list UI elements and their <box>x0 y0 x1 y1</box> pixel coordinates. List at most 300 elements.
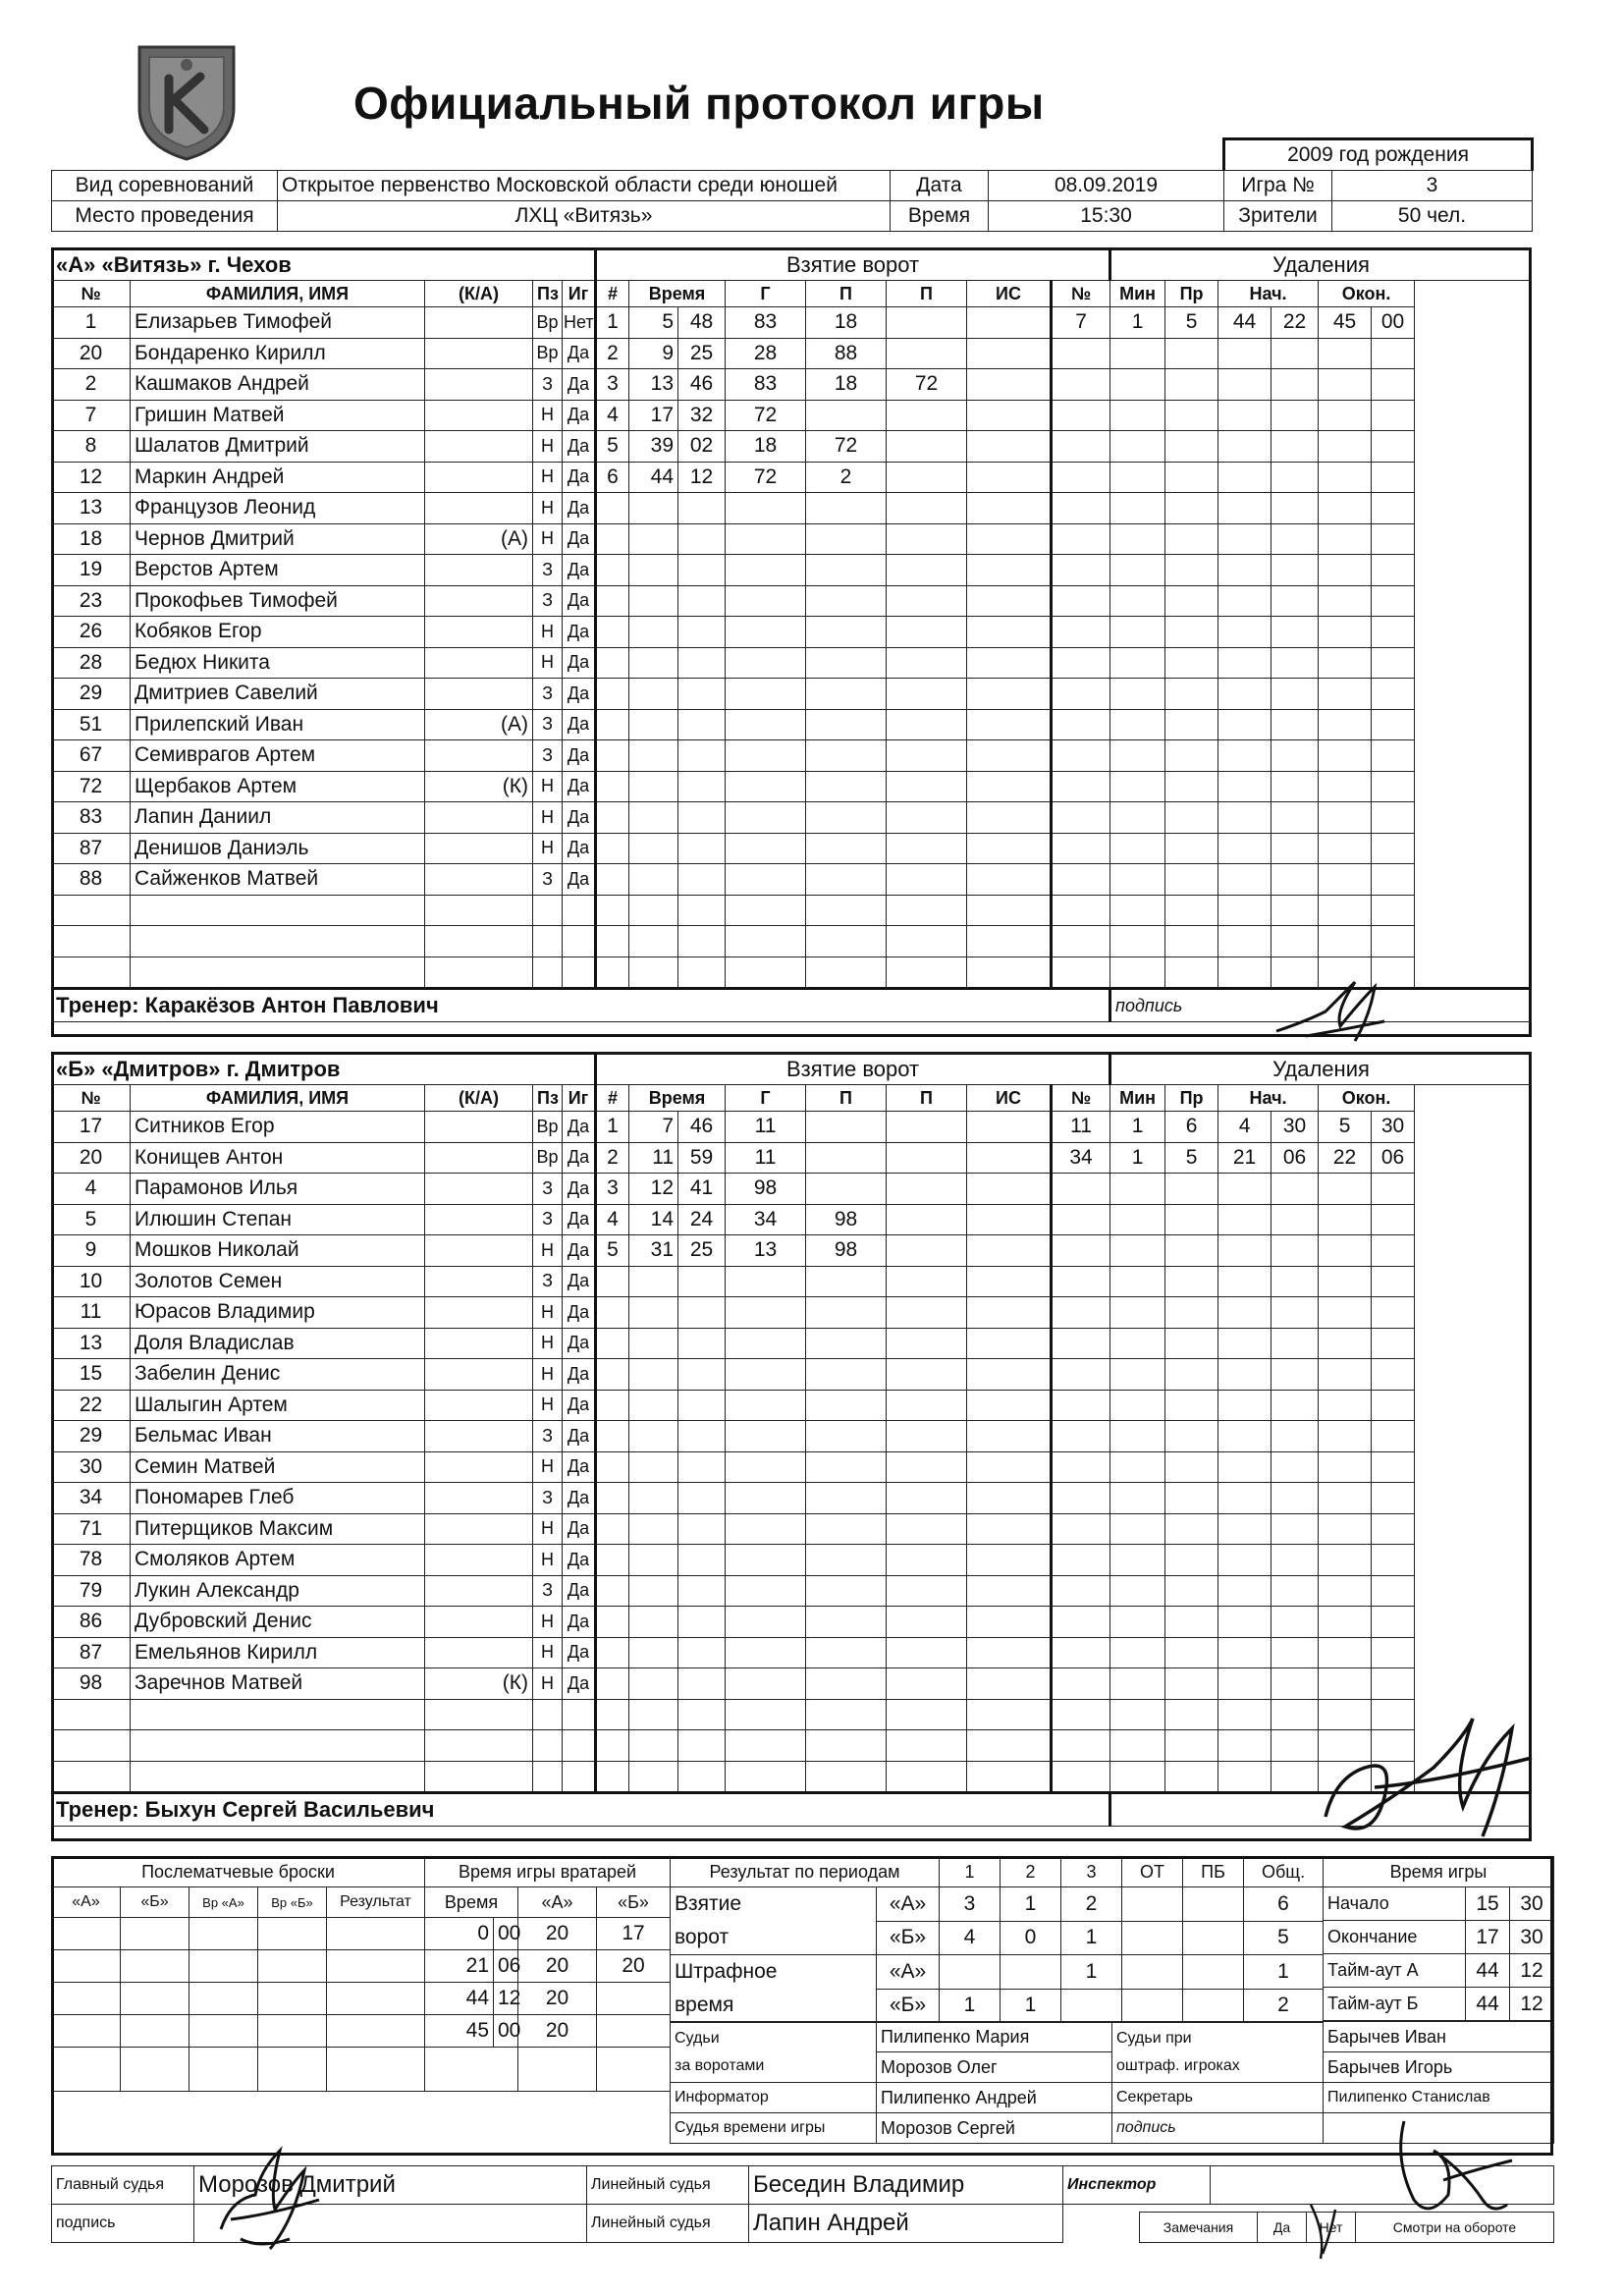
player-role <box>425 617 533 648</box>
player-played <box>563 957 596 989</box>
goal-scorer: 34 <box>726 1204 806 1235</box>
penalty-start-min <box>1218 709 1271 740</box>
coach-a-signature <box>1267 972 1394 1061</box>
penalty-player <box>1052 895 1110 926</box>
player-name: Верстов Артем <box>131 555 425 586</box>
goal-minute <box>629 771 678 802</box>
pim-label-2: время <box>675 1994 734 2016</box>
player-row <box>52 523 1532 555</box>
player-number: 71 <box>52 1513 131 1545</box>
col-pz: Пз <box>533 281 563 307</box>
spectators-value: 50 чел. <box>1332 201 1533 232</box>
player-position: З <box>533 1575 563 1607</box>
penalty-start-min <box>1218 1575 1271 1607</box>
goal-assist-2 <box>887 1545 967 1576</box>
penalty-end-sec <box>1372 709 1415 740</box>
player-row <box>52 1204 1532 1235</box>
goal-assist-1 <box>806 1513 887 1545</box>
penalty-reason <box>1165 1235 1218 1267</box>
penalty-player <box>1052 1359 1110 1391</box>
player-played: Да <box>563 1545 596 1576</box>
game-time-minutes: 12 <box>1510 1954 1554 1988</box>
player-row <box>52 369 1532 401</box>
penalty-end-min <box>1319 555 1372 586</box>
player-name: Забелин Денис <box>131 1359 425 1391</box>
goal-scorer <box>726 523 806 555</box>
player-row <box>52 740 1532 772</box>
goal-second <box>678 1451 726 1483</box>
penalty-end-min <box>1319 493 1372 524</box>
goal-number <box>596 802 629 834</box>
penalty-minutes <box>1110 1483 1165 1514</box>
player-row <box>52 338 1532 369</box>
col-ka: (К/А) <box>425 281 533 307</box>
penalty-reason <box>1165 647 1218 679</box>
penalty-reason <box>1165 926 1218 957</box>
player-position: Н <box>533 431 563 463</box>
goal-number <box>596 1699 629 1730</box>
goal-second: 25 <box>678 338 726 369</box>
player-role <box>425 1174 533 1205</box>
goalie-time-b: 17 <box>597 1918 671 1950</box>
goal-situation <box>967 1235 1052 1267</box>
penalty-start-sec <box>1271 1235 1319 1267</box>
penalty-start-min <box>1218 1513 1271 1545</box>
player-row <box>52 1575 1532 1607</box>
team-a-table <box>51 247 1532 1022</box>
player-role <box>425 1142 533 1174</box>
goal-assist-1 <box>806 1421 887 1452</box>
player-role <box>425 647 533 679</box>
penalty-end-sec <box>1372 1483 1415 1514</box>
goal-number <box>596 740 629 772</box>
shootout-title: Послематчевые броски <box>52 1857 425 1887</box>
secretary-sign-label: подпись <box>1112 2113 1324 2144</box>
penalties-section-title: Удаления <box>1110 1054 1532 1085</box>
penalty-player: 11 <box>1052 1112 1110 1143</box>
goal-scorer <box>726 1390 806 1421</box>
goal-scorer <box>726 1359 806 1391</box>
goal-minute <box>629 585 678 617</box>
goal-second <box>678 1575 726 1607</box>
goal-situation <box>967 679 1052 710</box>
player-number: 79 <box>52 1575 131 1607</box>
penalty-start-min <box>1218 833 1271 864</box>
col-goal-time: Время <box>629 281 726 307</box>
player-role <box>425 585 533 617</box>
goal-scorer: 83 <box>726 369 806 401</box>
penalty-player <box>1052 1699 1110 1730</box>
goal-scorer: 72 <box>726 462 806 493</box>
player-row <box>52 895 1532 926</box>
player-number: 72 <box>52 771 131 802</box>
player-name: Семиврагов Артем <box>131 740 425 772</box>
col-goal-situation: ИС <box>967 1085 1052 1112</box>
player-name: Мошков Николай <box>131 1235 425 1267</box>
player-played: Да <box>563 462 596 493</box>
penalty-reason <box>1165 1607 1218 1638</box>
penalty-end-sec: 06 <box>1372 1142 1415 1174</box>
goal-situation <box>967 895 1052 926</box>
player-position: З <box>533 1421 563 1452</box>
goal-second <box>678 1545 726 1576</box>
penalty-player <box>1052 555 1110 586</box>
penalty-end-min <box>1319 338 1372 369</box>
penalty-end-sec <box>1372 802 1415 834</box>
goal-judge-1: Пилипенко Мария <box>877 2022 1112 2052</box>
penalty-reason <box>1165 1297 1218 1329</box>
player-played: Да <box>563 647 596 679</box>
penalty-end-sec <box>1372 1204 1415 1235</box>
goal-second <box>678 679 726 710</box>
player-role <box>425 1204 533 1235</box>
goal-second: 32 <box>678 400 726 431</box>
goal-assist-1 <box>806 833 887 864</box>
player-row <box>52 771 1532 802</box>
penalty-minutes: 1 <box>1110 1112 1165 1143</box>
player-name: Бондаренко Кирилл <box>131 338 425 369</box>
penalty-player <box>1052 1545 1110 1576</box>
penalty-player <box>1052 1575 1110 1607</box>
player-position: Н <box>533 1668 563 1700</box>
penalty-start-sec: 06 <box>1271 1142 1319 1174</box>
penalty-reason <box>1165 1174 1218 1205</box>
player-name: Сайженков Матвей <box>131 864 425 896</box>
goal-assist-2 <box>887 1483 967 1514</box>
goalie-col-a: «А» <box>518 1887 597 1918</box>
game-time-row <box>1324 1887 1554 1921</box>
goal-assist-1: 72 <box>806 431 887 463</box>
player-played: Да <box>563 1142 596 1174</box>
goal-minute <box>629 957 678 989</box>
goal-scorer <box>726 1730 806 1762</box>
period-col-2: 2 <box>1001 1857 1061 1887</box>
penalty-end-sec <box>1372 771 1415 802</box>
penalty-start-min <box>1218 647 1271 679</box>
competition-label: Вид соревнований <box>52 171 278 201</box>
penalty-start-sec <box>1271 1730 1319 1762</box>
player-number: 83 <box>52 802 131 834</box>
player-name: Прокофьев Тимофей <box>131 585 425 617</box>
goal-scorer: 28 <box>726 338 806 369</box>
goal-scorer <box>726 555 806 586</box>
player-position <box>533 926 563 957</box>
goal-scorer <box>726 1328 806 1359</box>
penalty-end-sec <box>1372 1607 1415 1638</box>
player-name <box>131 1699 425 1730</box>
goal-assist-1 <box>806 895 887 926</box>
goal-number: 4 <box>596 400 629 431</box>
team-b-table <box>51 1052 1532 1827</box>
penalty-start-sec <box>1271 1297 1319 1329</box>
goal-assist-1: 18 <box>806 369 887 401</box>
penalty-player <box>1052 338 1110 369</box>
penalty-player <box>1052 1204 1110 1235</box>
goal-minute <box>629 1266 678 1297</box>
penalty-start-sec <box>1271 709 1319 740</box>
goal-minute <box>629 679 678 710</box>
player-row <box>52 926 1532 957</box>
game-time-minutes: 30 <box>1510 1921 1554 1954</box>
col-no: № <box>52 1085 131 1112</box>
goals-a-ot <box>1122 1887 1183 1922</box>
period-results-table <box>670 1856 1324 2023</box>
goal-situation <box>967 1297 1052 1329</box>
player-position: Н <box>533 771 563 802</box>
player-number: 17 <box>52 1112 131 1143</box>
penalty-start-sec <box>1271 431 1319 463</box>
goal-situation <box>967 1637 1052 1668</box>
penalty-minutes <box>1110 1266 1165 1297</box>
penalty-player <box>1052 1483 1110 1514</box>
goal-number <box>596 1513 629 1545</box>
goal-assist-2 <box>887 802 967 834</box>
goal-minute <box>629 1637 678 1668</box>
penalty-start-min: 21 <box>1218 1142 1271 1174</box>
player-played: Да <box>563 771 596 802</box>
player-number: 1 <box>52 307 131 339</box>
pim-label-1: Штрафное <box>675 1960 778 1983</box>
player-role <box>425 1328 533 1359</box>
penalty-end-min <box>1319 1607 1372 1638</box>
goal-assist-2 <box>887 307 967 339</box>
goal-situation <box>967 1359 1052 1391</box>
penalty-start-min <box>1218 679 1271 710</box>
penalty-start-min <box>1218 1204 1271 1235</box>
penalty-reason <box>1165 1513 1218 1545</box>
goal-assist-2 <box>887 585 967 617</box>
goal-scorer: 98 <box>726 1174 806 1205</box>
penalty-minutes <box>1110 1699 1165 1730</box>
goal-scorer <box>726 1761 806 1793</box>
player-position: Вр <box>533 307 563 339</box>
goal-assist-1 <box>806 1730 887 1762</box>
player-position: Н <box>533 400 563 431</box>
goal-scorer <box>726 493 806 524</box>
player-role <box>425 1359 533 1391</box>
penalty-reason <box>1165 1483 1218 1514</box>
goal-second <box>678 771 726 802</box>
penalty-end-sec <box>1372 740 1415 772</box>
penalty-reason <box>1165 833 1218 864</box>
penalty-end-min <box>1319 926 1372 957</box>
penalty-end-min <box>1319 1668 1372 1700</box>
penalty-start-sec <box>1271 1761 1319 1793</box>
penalty-end-sec <box>1372 647 1415 679</box>
game-label: Игра № <box>1224 171 1332 201</box>
player-role <box>425 1451 533 1483</box>
player-played: Нет <box>563 307 596 339</box>
pim-b-so <box>1183 1989 1244 2023</box>
player-role <box>425 679 533 710</box>
penalty-start-sec <box>1271 740 1319 772</box>
goal-number <box>596 1607 629 1638</box>
player-number <box>52 957 131 989</box>
goal-scorer <box>726 771 806 802</box>
penalty-player: 7 <box>1052 307 1110 339</box>
goal-assist-1 <box>806 1545 887 1576</box>
player-position <box>533 1730 563 1762</box>
player-played: Да <box>563 585 596 617</box>
goal-number <box>596 617 629 648</box>
penalty-reason <box>1165 895 1218 926</box>
goal-assist-2 <box>887 833 967 864</box>
goal-minute <box>629 647 678 679</box>
goal-assist-2 <box>887 523 967 555</box>
player-role <box>425 338 533 369</box>
goal-minute <box>629 1451 678 1483</box>
penalty-minutes <box>1110 555 1165 586</box>
penalty-end-min <box>1319 1637 1372 1668</box>
goal-assist-1 <box>806 1174 887 1205</box>
player-name: Кашмаков Андрей <box>131 369 425 401</box>
goal-assist-2 <box>887 864 967 896</box>
player-role <box>425 555 533 586</box>
player-name: Лапин Даниил <box>131 802 425 834</box>
goal-second <box>678 1637 726 1668</box>
pim-b-p1: 1 <box>940 1989 1001 2023</box>
penalty-reason <box>1165 555 1218 586</box>
goals-a-so <box>1183 1887 1244 1922</box>
goal-minute <box>629 555 678 586</box>
player-name: Кобяков Егор <box>131 617 425 648</box>
penalty-end-min <box>1319 1235 1372 1267</box>
goal-situation <box>967 740 1052 772</box>
player-name: Прилепский Иван <box>131 709 425 740</box>
goal-assist-1 <box>806 647 887 679</box>
goal-situation <box>967 1545 1052 1576</box>
goal-minute <box>629 1513 678 1545</box>
goal-number: 5 <box>596 431 629 463</box>
goal-situation <box>967 802 1052 834</box>
penalty-minutes <box>1110 957 1165 989</box>
col-pen-min: Мин <box>1110 281 1165 307</box>
penalty-end-sec <box>1372 1297 1415 1329</box>
goal-situation <box>967 462 1052 493</box>
penalty-start-sec <box>1271 493 1319 524</box>
player-position: З <box>533 585 563 617</box>
goal-assist-1 <box>806 709 887 740</box>
goal-assist-1 <box>806 1699 887 1730</box>
player-number: 67 <box>52 740 131 772</box>
informer-label: Информатор <box>671 2083 877 2113</box>
goals-a-total: 6 <box>1244 1887 1324 1922</box>
goal-second: 02 <box>678 431 726 463</box>
goals-b-ot <box>1122 1921 1183 1955</box>
player-position: Вр <box>533 1112 563 1143</box>
penalty-minutes <box>1110 802 1165 834</box>
goal-assist-2 <box>887 1112 967 1143</box>
player-row <box>52 1637 1532 1668</box>
goals-b-total: 5 <box>1244 1921 1324 1955</box>
goals-a-p1: 3 <box>940 1887 1001 1922</box>
penalty-minutes <box>1110 1204 1165 1235</box>
goal-second <box>678 802 726 834</box>
goal-scorer <box>726 1668 806 1700</box>
shootout-cell <box>52 1983 121 2015</box>
goal-situation <box>967 585 1052 617</box>
goal-scorer <box>726 709 806 740</box>
goal-situation <box>967 771 1052 802</box>
goal-assist-1 <box>806 617 887 648</box>
penalty-end-min <box>1319 864 1372 896</box>
penalty-end-min <box>1319 1421 1372 1452</box>
remarks-yes: Да <box>1258 2213 1307 2243</box>
goal-scorer <box>726 1297 806 1329</box>
goal-minute <box>629 1761 678 1793</box>
goal-minute <box>629 1668 678 1700</box>
game-time-table <box>1323 1856 1554 2021</box>
goal-number <box>596 647 629 679</box>
penalty-start-sec <box>1271 833 1319 864</box>
goal-scorer <box>726 585 806 617</box>
goal-assist-1 <box>806 523 887 555</box>
player-role <box>425 400 533 431</box>
shootout-cell <box>52 2015 121 2048</box>
goal-second <box>678 1513 726 1545</box>
goal-situation <box>967 1513 1052 1545</box>
col-pen-end: Окон. <box>1319 1085 1415 1112</box>
goal-second <box>678 1390 726 1421</box>
penalty-player <box>1052 617 1110 648</box>
player-name: Парамонов Илья <box>131 1174 425 1205</box>
penalty-player <box>1052 585 1110 617</box>
penalty-start-min <box>1218 771 1271 802</box>
goal-assist-1 <box>806 771 887 802</box>
penalty-start-sec: 22 <box>1271 307 1319 339</box>
goal-scorer <box>726 926 806 957</box>
penalty-start-sec: 30 <box>1271 1112 1319 1143</box>
player-role <box>425 1297 533 1329</box>
shootout-cell <box>327 1950 425 1983</box>
spectators-label: Зрители <box>1224 201 1332 232</box>
penalty-minutes: 1 <box>1110 307 1165 339</box>
game-time-label: Начало <box>1324 1887 1466 1921</box>
goal-assist-2 <box>887 957 967 989</box>
player-number: 22 <box>52 1390 131 1421</box>
pim-team-a: «А» <box>877 1955 940 1990</box>
goal-minute <box>629 802 678 834</box>
penalty-start-sec <box>1271 895 1319 926</box>
period-col-ot: ОТ <box>1122 1857 1183 1887</box>
goal-assist-2 <box>887 1575 967 1607</box>
col-goal-time: Время <box>629 1085 726 1112</box>
shootout-cell <box>189 1950 258 1983</box>
player-role <box>425 1761 533 1793</box>
penalty-player <box>1052 1174 1110 1205</box>
penalty-reason <box>1165 1451 1218 1483</box>
player-role <box>425 895 533 926</box>
player-role <box>425 1575 533 1607</box>
penalty-end-min: 5 <box>1319 1112 1372 1143</box>
player-row <box>52 864 1532 896</box>
player-name <box>131 926 425 957</box>
penalty-player <box>1052 523 1110 555</box>
col-pen-reason: Пр <box>1165 1085 1218 1112</box>
goal-second: 46 <box>678 369 726 401</box>
player-role <box>425 493 533 524</box>
penalty-start-sec <box>1271 1451 1319 1483</box>
player-role <box>425 1483 533 1514</box>
goal-assist-2 <box>887 617 967 648</box>
penalty-end-sec <box>1372 1575 1415 1607</box>
goal-assist-2 <box>887 1204 967 1235</box>
goal-judge-2: Морозов Олег <box>877 2052 1112 2083</box>
goal-assist-2 <box>887 431 967 463</box>
goal-number: 4 <box>596 1204 629 1235</box>
player-role <box>425 369 533 401</box>
goal-situation <box>967 617 1052 648</box>
